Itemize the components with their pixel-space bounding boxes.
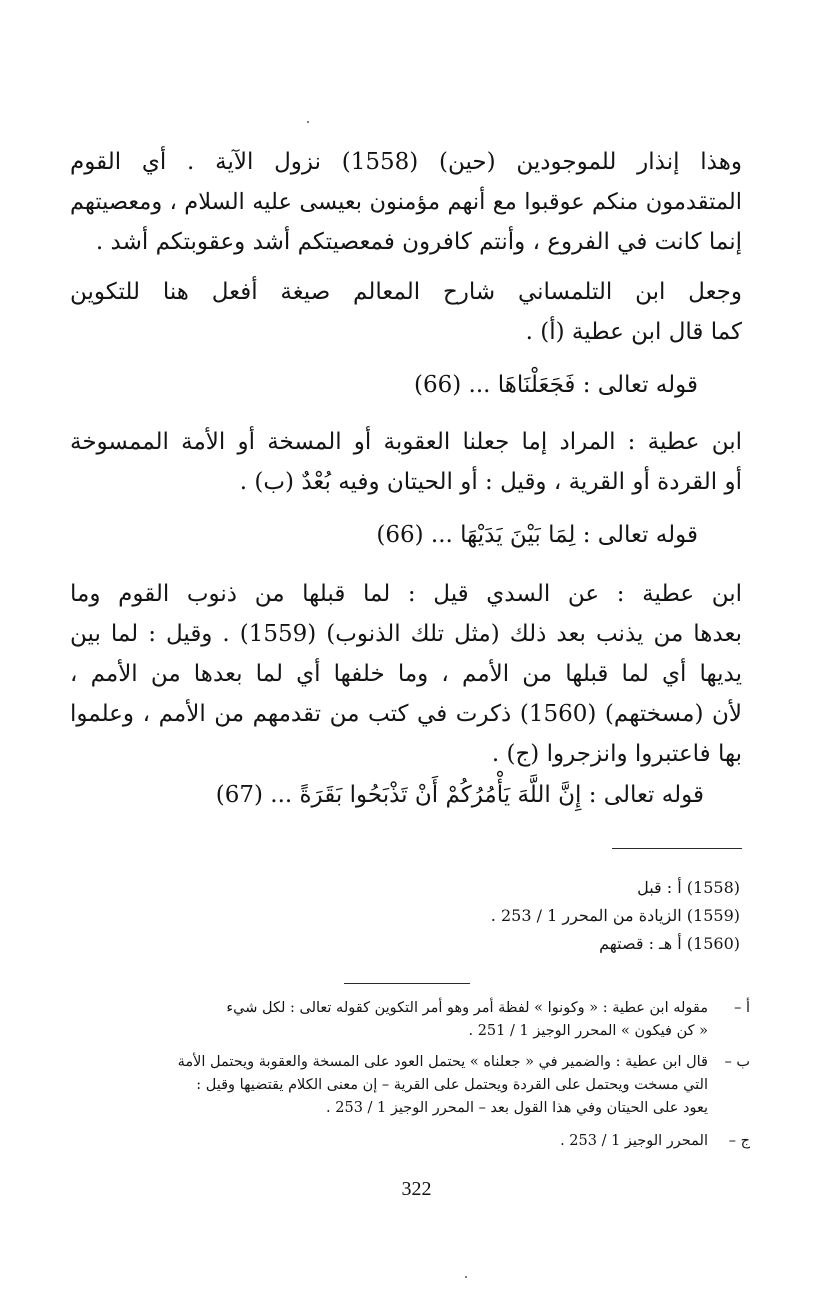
paragraph-line: كما قال ابن عطية (أ) .: [525, 319, 742, 345]
footnote-separator: [612, 848, 742, 849]
variant-footnote: (1558) أ : قبل: [637, 878, 740, 897]
variant-footnote: (1560) أ هـ : قصتهم: [599, 934, 740, 953]
paragraph-line: لأن (مسختهم) (1560) ذكرت في كتب من تقدمهم من الأمم ، وعلموا: [70, 701, 742, 727]
note-line: « كن فيكون » المحرر الوجيز 1 / 251 .: [468, 1023, 708, 1039]
note-line: التي مسخت ويحتمل على القردة ويحتمل على القرية – إن معنى الكلام يقتضيها وقيل :: [196, 1077, 708, 1093]
quran-quote-1: قوله تعالى : فَجَعَلْنَاهَا ... (66): [413, 372, 698, 398]
note-line: قال ابن عطية : والضمير في « جعلناه » يحتمل العود على المسخة والعقوبة ويحتمل الأمة: [177, 1054, 708, 1070]
note-line: مقوله ابن عطية : « وكونوا » لفظة أمر وهو أمر التكوين كقوله تعالى : لكل شيء: [226, 1000, 708, 1016]
paragraph-line: وهذا إنذار للموجودين (حين) (1558) نزول الآية . أي القوم: [70, 149, 742, 175]
quran-quote-2: قوله تعالى : لِمَا بَيْنَ يَدَيْهَا ... (66): [376, 522, 698, 548]
note-letter: ج –: [728, 1133, 750, 1149]
paragraph-3: [70, 422, 742, 502]
paragraph-2: [70, 272, 742, 352]
paragraph-line: ابن عطية : عن السدي قيل : لما قبلها من ذنوب القوم وما: [70, 581, 742, 607]
note-line: المحرر الوجيز 1 / 253 .: [560, 1133, 708, 1149]
note-line: يعود على الحيتان وفي هذا القول بعد – المحرر الوجيز 1 / 253 .: [326, 1100, 708, 1116]
commentary-note-c: [70, 1130, 750, 1153]
paragraph-line: إنما كانت في الفروع ، وأنتم كافرون فمعصيتكم أشد وعقوبتكم أشد .: [95, 229, 742, 255]
commentary-note-a: [70, 997, 750, 1043]
scan-speck: [465, 1276, 467, 1278]
paragraph-4: [70, 574, 742, 774]
scan-speck: [307, 121, 309, 123]
paragraph-line: أو القردة أو القرية ، وقيل : أو الحيتان وفيه بُعْدٌ (ب) .: [239, 469, 742, 495]
quran-quote-3: قوله تعالى : إِنَّ اللَّهَ يَأْمُرُكُمْ أَنْ تَذْبَحُوا بَقَرَةً ... (67): [215, 782, 704, 808]
commentary-note-b: [70, 1051, 750, 1120]
paragraph-line: المتقدمون منكم عوقبوا مع أنهم مؤمنون بعيسى عليه السلام ، ومعصيتهم: [70, 189, 742, 215]
note-letter: ب –: [724, 1054, 750, 1070]
paragraph-line: بها فاعتبروا وانزجروا (ج) .: [491, 741, 742, 767]
notes-separator: [344, 983, 470, 984]
variant-footnote: (1559) الزيادة من المحرر 1 / 253 .: [490, 906, 740, 925]
paragraph-line: وجعل ابن التلمساني شارح المعالم صيغة أفعل هنا للتكوين: [70, 279, 742, 305]
paragraph-line: ابن عطية : المراد إما جعلنا العقوبة أو المسخة أو الأمة الممسوخة: [70, 429, 742, 455]
paragraph-line: يديها أي لما قبلها من الأمم ، وما خلفها أي لما بعدها من الأمم ،: [70, 661, 742, 687]
page-number: 322: [401, 1178, 432, 1200]
note-letter: أ –: [734, 1000, 750, 1016]
paragraph-1: [70, 142, 742, 262]
paragraph-line: بعدها من يذنب بعد ذلك (مثل تلك الذنوب) (1559) . وقيل : لما بين: [70, 621, 742, 647]
